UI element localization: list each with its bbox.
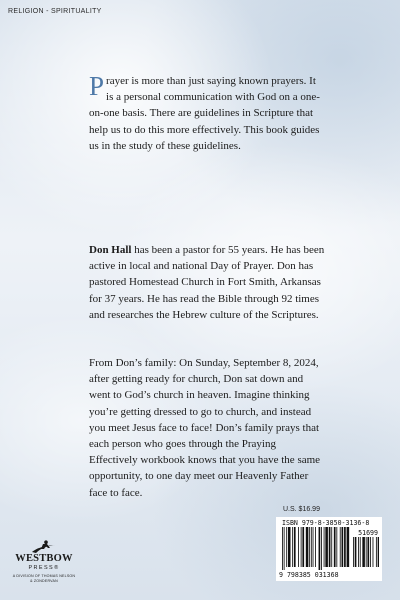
- barcode-bar: [366, 537, 367, 567]
- barcode-bar: [292, 527, 293, 567]
- barcode-bar: [353, 537, 354, 567]
- publisher-name: WESTBOW: [15, 553, 73, 564]
- barcode: [276, 517, 382, 581]
- barcode-bar: [360, 537, 361, 567]
- ean-barcode-bars: [282, 527, 350, 571]
- barcode-bar: [358, 537, 359, 567]
- barcode-bar: [282, 527, 283, 570]
- publisher-sub: PRESS®: [28, 565, 60, 571]
- family-note: From Don’s family: On Sunday, September 8, 2024, after getting ready for church, Don sat down and went to God’s church in heaven. Imagine thinking you’re getting dressed to go to church, and instead you meet Jesus face to face! Don’s family prays that each person who goes through the Praying Effectively workbook knows that you have the same opportunity, to one day meet our Heavenly Father face to face.: [89, 357, 321, 499]
- barcode-bar: [340, 527, 341, 567]
- barcode-bar: [301, 527, 302, 567]
- barcode-bar: [321, 527, 322, 570]
- addon-barcode-bars: [353, 537, 379, 571]
- barcode-bar: [311, 527, 312, 567]
- barcode-bar: [298, 527, 299, 567]
- barcode-bar: [367, 537, 369, 567]
- barcode-bar: [294, 527, 296, 567]
- barcode-bar: [370, 537, 371, 567]
- author-bio-text: has been a pastor for 55 years. He has been active in local and national Day of Prayer. Don has pastored Homestead Church in Fort Smith, Arkansas for 37 years. He has read the Bible through 92 times and researches the Hebrew culture of the Scriptures.: [89, 244, 325, 321]
- barcode-bar: [347, 527, 350, 567]
- barcode-bar: [306, 527, 309, 567]
- runner-icon: [31, 540, 57, 554]
- barcode-bar: [319, 527, 321, 570]
- author-bio: [89, 242, 325, 323]
- intro-paragraph: [89, 73, 325, 154]
- barcode-bar: [373, 537, 374, 567]
- publisher-tagline-2: & ZONDERVAN: [30, 579, 58, 583]
- barcode-bar: [309, 527, 310, 567]
- barcode-bar: [284, 527, 285, 570]
- barcode-bar: [344, 527, 346, 567]
- isbn-text: ISBN 979-8-3850-3136-8: [282, 519, 370, 527]
- barcode-bar: [325, 527, 328, 567]
- barcode-bar: [376, 537, 377, 567]
- price-label: U.S. $16.99: [283, 506, 320, 513]
- category-label: RELIGION - SPIRITUALITY: [8, 8, 102, 15]
- barcode-bar: [378, 537, 379, 567]
- barcode-bar: [342, 527, 344, 567]
- barcode-bar: [336, 527, 337, 567]
- barcode-bar: [286, 527, 287, 567]
- price-code: 51699: [358, 529, 378, 537]
- barcode-bar: [362, 537, 365, 567]
- barcode-bar: [334, 527, 336, 567]
- barcode-bar: [313, 527, 314, 567]
- barcode-bar: [302, 527, 304, 567]
- barcode-bar: [329, 527, 331, 567]
- intro-text: rayer is more than just saying known prayers. It is a personal communication with God on a one-on-one basis. There are guidelines in Scripture that help us to do this more effectively. This book guides us in the study of these guidelines.: [89, 75, 320, 152]
- barcode-bar: [324, 527, 325, 567]
- author-name: Don Hall: [89, 244, 132, 256]
- barcode-bar: [315, 527, 316, 567]
- barcode-bar: [288, 527, 291, 567]
- ean-digits: 9 798385 031368: [279, 571, 339, 579]
- publisher-logo: [11, 540, 77, 590]
- drop-cap: P: [89, 71, 105, 101]
- barcode-bar: [331, 527, 332, 567]
- publisher-tagline: A DIVISION OF THOMAS NELSON: [12, 574, 76, 578]
- barcode-bar: [355, 537, 357, 567]
